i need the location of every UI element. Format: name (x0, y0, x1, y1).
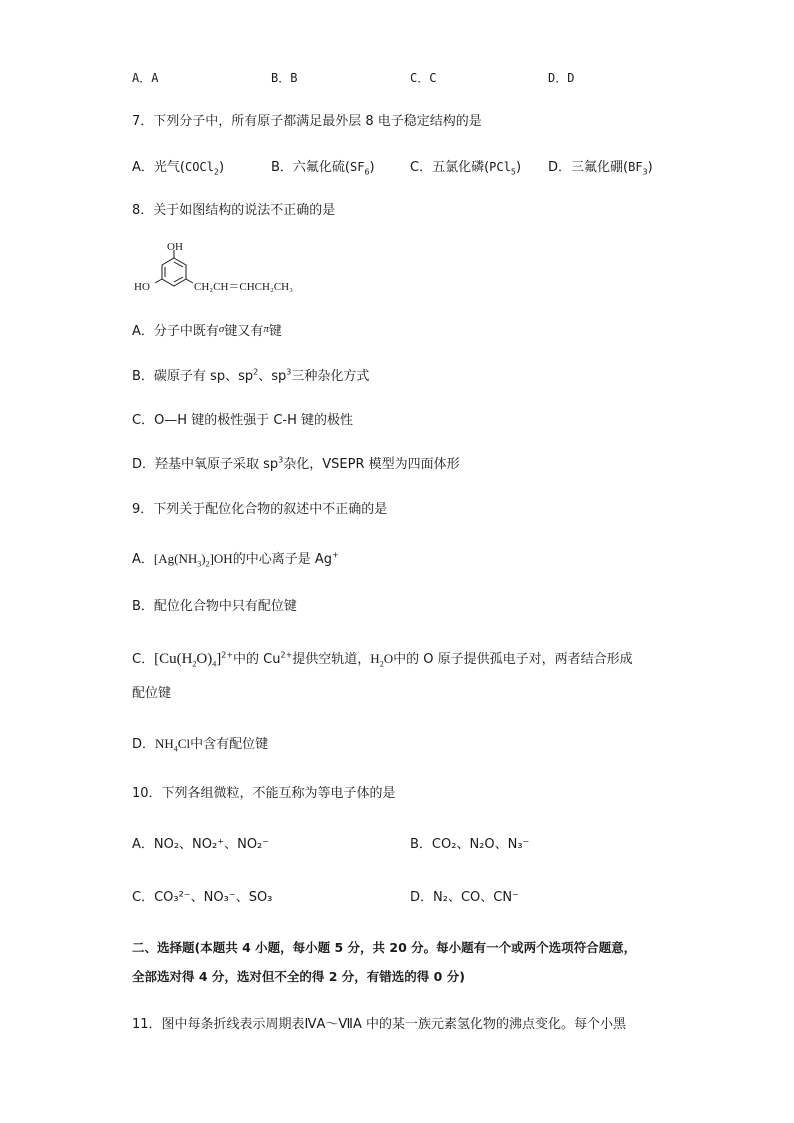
side-chain-label: CH₂CH＝CHCH₂CH₃ (194, 281, 293, 293)
q10-option-b: B．CO₂、N₂O、N₃⁻ (410, 837, 530, 852)
q8-option-a: A．分子中既有$^\sigma$键又有$^\pi$键 (132, 323, 282, 339)
q9-option-d: D．$NH_4Cl$中含有配位键 (132, 736, 269, 754)
q6-option-d: D．D (548, 71, 575, 85)
section2-heading-line1: 二、选择题(本题共 4 小题，每小题 5 分，共 20 分。每小题有一个或两个选项符合题意， (132, 940, 637, 955)
oh-left-label: HO (134, 281, 150, 293)
q10-option-c: C．CO₃²⁻、NO₃⁻、SO₃ (132, 890, 273, 905)
q9-option-a: A．$[Ag(NH_3)_2]OH$的中心离子是 Ag+ (132, 550, 339, 569)
q8-option-c: C．O—H 键的极性强于 C-H 键的极性 (132, 413, 354, 428)
q8-option-b: B．碳原子有 sp、$sp^2$、$sp^3$三种杂化方式 (132, 367, 370, 384)
q6-option-c: C．C (410, 71, 437, 85)
q9-option-c-line1: C．$[Cu(H_2O)_4]^{2+}$中的 $Cu^{2+}$提供空轨道，$H_2O$中的 O 原子提供孤电子对，两者结合形成 (132, 650, 633, 669)
q7-option-d: D．三氟化硼$(BF_3)$ (548, 160, 653, 177)
q8-stem: 8．关于如图结构的说法不正确的是 (132, 203, 336, 218)
q6-option-b: B．B (271, 71, 298, 85)
q10-option-d: D．N₂、CO、CN⁻ (410, 890, 519, 905)
section2-heading-line2: 全部选对得 4 分，选对但不全的得 2 分，有错选的得 0 分) (132, 969, 465, 984)
q8-option-d: D．羟基中氧原子采取 $sp^3$杂化，VSEPR 模型为四面体形 (132, 455, 460, 472)
q9-stem: 9．下列关于配位化合物的叙述中不正确的是 (132, 502, 388, 517)
q7-option-b: B．六氟化硫$(SF_6)$ (271, 160, 375, 177)
q7-option-c: C．五氯化磷(PCl$_5$) (410, 160, 522, 177)
q10-option-a: A．NO₂、NO₂⁺、NO₂⁻ (132, 837, 270, 852)
q6-option-a: A．A (132, 71, 159, 85)
q9-option-b: B．配位化合物中只有配位键 (132, 599, 297, 614)
bond-to-left-oh (155, 279, 162, 283)
bond-to-chain (186, 279, 193, 283)
oh-top-label: OH (167, 241, 183, 253)
q7-option-a: A．光气(COCl$_2$) (132, 160, 225, 177)
resorcinol-pentenyl-structure (132, 240, 332, 300)
q9-option-c-line2: 配位键 (132, 686, 172, 701)
q10-stem: 10．下列各组微粒，不能互称为等电子体的是 (132, 786, 396, 801)
q7-stem: 7．下列分子中，所有原子都满足最外层 8 电子稳定结构的是 (132, 114, 482, 129)
q11-stem: 11．图中每条折线表示周期表ⅣA～ⅦA 中的某一族元素氢化物的沸点变化。每个小黑 (132, 1017, 627, 1032)
